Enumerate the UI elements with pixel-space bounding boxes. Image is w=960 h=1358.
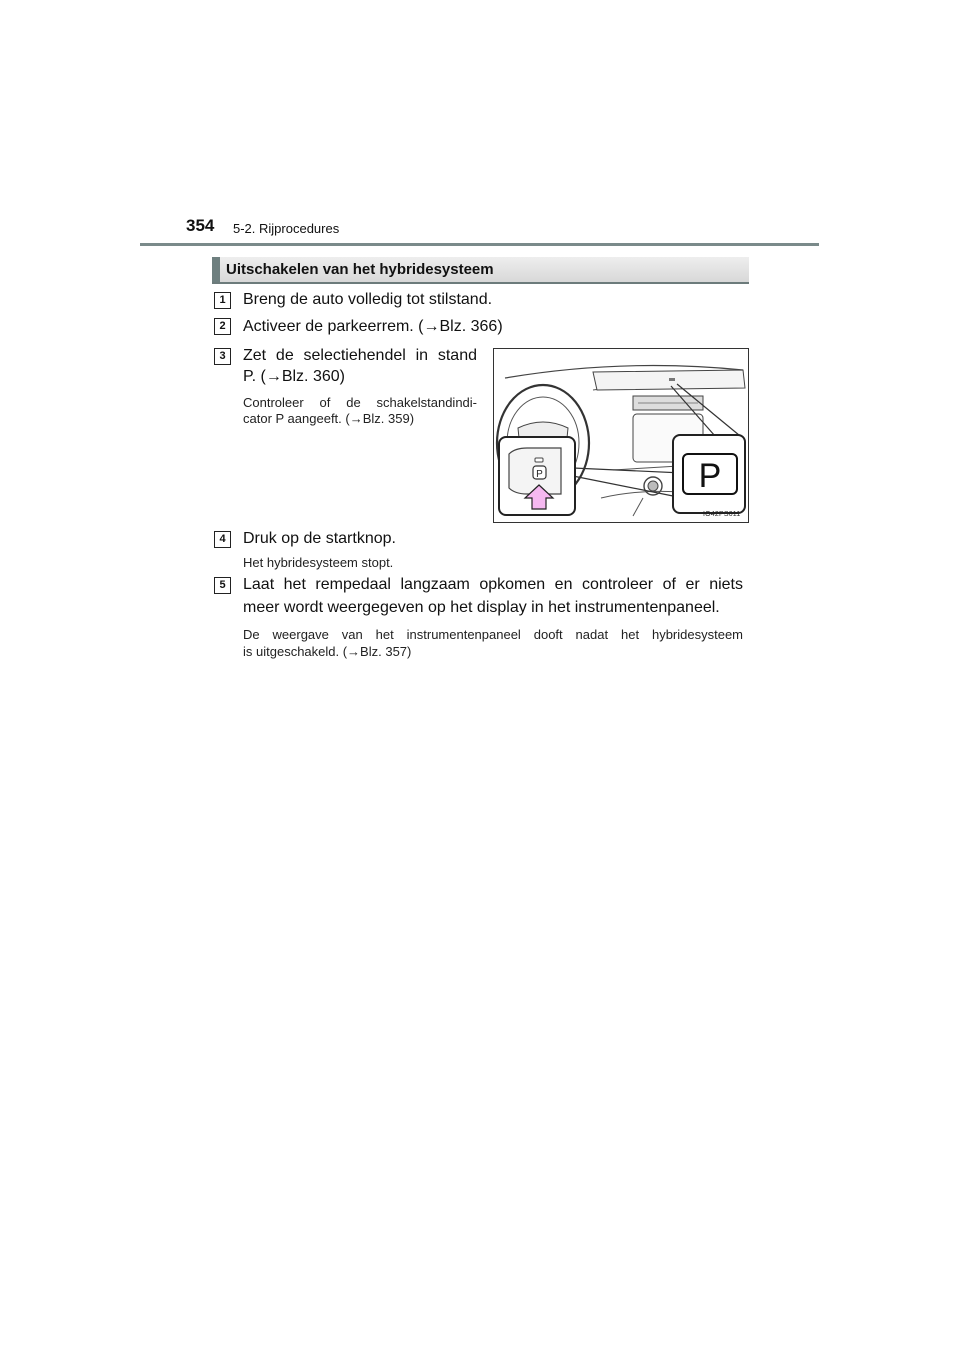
step-note-3-line2: cator P aangeeft. (→Blz. 359) bbox=[243, 411, 415, 426]
heading-tab bbox=[212, 257, 220, 282]
shift-button-label: P bbox=[536, 469, 543, 480]
step-number-5: 5 bbox=[214, 577, 231, 594]
step-text-5-line2: meer wordt weergegeven op het display in het instrumentenpaneel. bbox=[243, 599, 720, 616]
step-number-2: 2 bbox=[214, 318, 231, 335]
step-number-3: 3 bbox=[214, 348, 231, 365]
step-note-3-line1: Controleer of de schakelstandindi- bbox=[243, 395, 477, 410]
step-number-1: 1 bbox=[214, 292, 231, 309]
step-note-4: Het hybridesysteem stopt. bbox=[243, 555, 394, 570]
step-number-4: 4 bbox=[214, 531, 231, 548]
dashboard-drawing bbox=[493, 348, 749, 523]
step-note-5-line2: is uitgeschakeld. (→Blz. 357) bbox=[243, 644, 412, 659]
step-text-3-line2: P. (→Blz. 360) bbox=[243, 368, 345, 385]
shift-indicator-label: P bbox=[698, 457, 722, 495]
step-note-5-line1: De weergave van het instrumentenpaneel dooft nadat het hybridesysteem bbox=[243, 627, 743, 642]
step-text-5-line1: Laat het rempedaal langzaam opkomen en controleer of er niets bbox=[243, 576, 743, 593]
header-rule bbox=[140, 243, 819, 246]
step-text-1: Breng de auto volledig tot stilstand. bbox=[243, 291, 493, 308]
illustration-caption: IO42PS011 bbox=[703, 511, 741, 518]
page-number: 354 bbox=[186, 216, 215, 235]
section-heading-bar bbox=[212, 257, 749, 284]
section-title: 5-2. Rijprocedures bbox=[233, 221, 340, 236]
step-text-4: Druk op de startknop. bbox=[243, 530, 396, 547]
step-text-3-line1: Zet de selectiehendel in stand bbox=[243, 347, 477, 364]
step-text-2: Activeer de parkeerrem. (→Blz. 366) bbox=[243, 318, 503, 335]
section-heading: Uitschakelen van het hybridesysteem bbox=[226, 261, 494, 278]
dashboard-illustration bbox=[493, 348, 749, 523]
